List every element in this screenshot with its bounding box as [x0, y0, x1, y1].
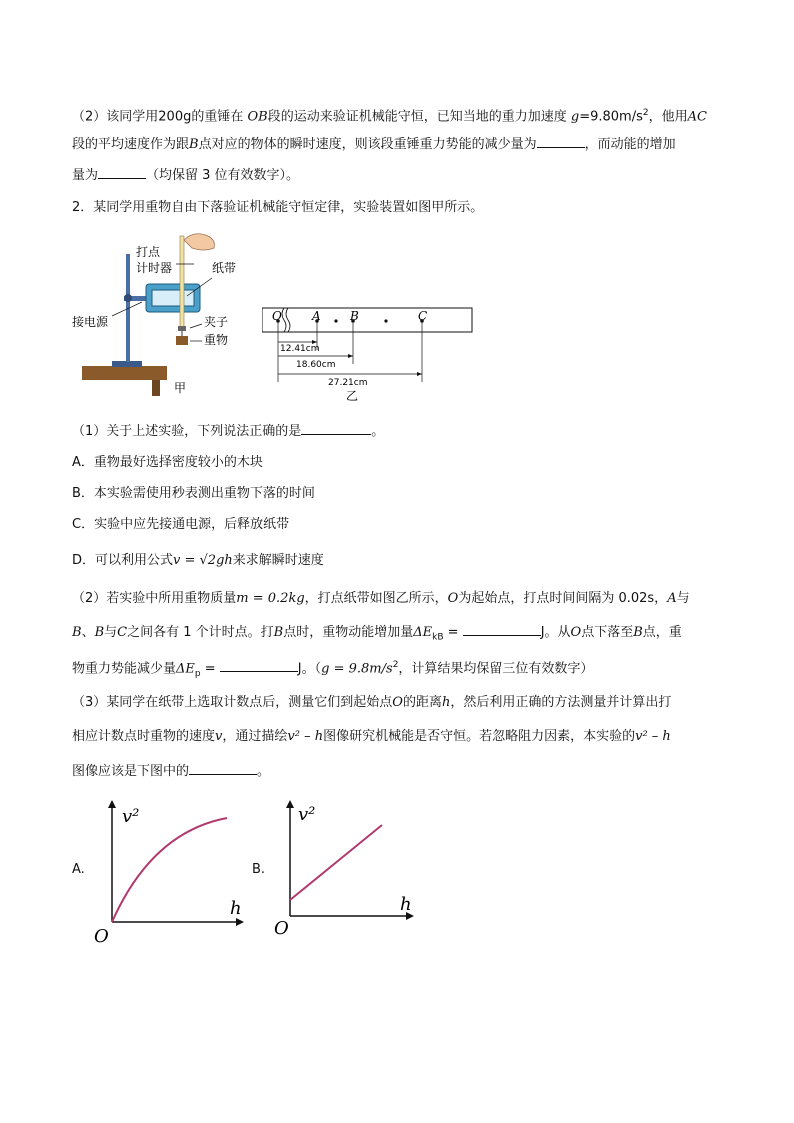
label-clip: 夹子	[204, 315, 229, 329]
point-c: C	[418, 309, 428, 323]
clamp-knob	[124, 294, 132, 302]
q2-sub3-line2: 相应计数点时重物的速度v，通过描绘v² – h图像研究机械能是否守恒。若忽略阻力因素，本实验的v² – h	[72, 729, 671, 744]
graph-b-x-label: h	[400, 894, 412, 915]
q1-part2-line1: （2）该同学用200g的重锤在 OB段的运动来验证机械能守恒，已知当地的重力加速度 $g=9.80m/s^2$，他用AC	[72, 108, 707, 125]
answer-blank-ek[interactable]	[98, 164, 146, 179]
answer-blank-sub1[interactable]	[301, 420, 371, 435]
answer-blank-sub3[interactable]	[189, 760, 257, 775]
answer-blank-ep2[interactable]	[220, 657, 298, 672]
option-c: C．实验中应先接通电源，后释放纸带	[72, 517, 290, 532]
dist-oa: 12.41cm	[280, 344, 320, 354]
graph-a-x-label: h	[230, 898, 242, 919]
paper-tape	[180, 236, 184, 328]
option-b: B．本实验需使用秒表测出重物下落的时间	[72, 486, 315, 501]
hand-icon	[184, 234, 214, 250]
point-a: A	[312, 309, 321, 323]
dist-oc: 27.21cm	[328, 378, 368, 388]
graph-b	[272, 792, 422, 942]
graph-b-label: B.	[252, 862, 266, 877]
answer-blank-ep[interactable]	[537, 133, 585, 148]
dist-ob: 18.60cm	[296, 360, 336, 370]
graph-b-origin: O	[274, 918, 289, 939]
graph-b-y-label: v²	[298, 804, 316, 825]
q2-sub1-stem: （1）关于上述实验，下列说法正确的是 。	[72, 420, 732, 442]
formula-v-sqrt: v = √2gh	[173, 553, 233, 568]
caption-yi: 乙	[346, 389, 359, 402]
q2-sub2-line2: B、B与C之间各有 1 个计时点。打B点时，重物动能增加量$\Delta E_{kB} = J$。从O点下落至B点，重	[72, 621, 732, 648]
q2-sub3-line1: （3）某同学在纸带上选取计数点后，测量它们到起始点O的距离h，然后利用正确的方法测量并计算出打	[72, 695, 672, 710]
tape-figure	[262, 302, 482, 402]
caption-jia: 甲	[174, 381, 187, 395]
label-timer-2: 计时器	[136, 261, 173, 275]
label-timer-1: 打点	[136, 245, 161, 259]
q2-sub2-line3: 物重力势能减少量$\Delta E_p = J$。（$g = 9.8m/s^2$，计算结果均保留三位有效数字）	[72, 655, 732, 684]
label-tape: 纸带	[212, 261, 237, 275]
apparatus-figure	[72, 226, 247, 396]
point-b: B	[350, 309, 359, 323]
q1-part2-line2: 段的平均速度作为跟B点对应的物体的瞬时速度，则该段重锤重力势能的减少量为 ，而动能的增加	[72, 133, 732, 155]
q2-sub2-line1: （2）若实验中所用重物质量m = 0.2kg，打点纸带如图乙所示，O为起始点，打点时间间隔为 0.02s，A与	[72, 591, 690, 606]
graph-a-y-label: v²	[122, 806, 140, 827]
graph-a-label: A.	[72, 862, 85, 877]
q1-part2-line3: 量为 （均保留 3 位有效数字）。	[72, 164, 732, 186]
graph-b-line	[290, 825, 382, 900]
graph-a	[92, 792, 252, 952]
clip	[178, 326, 186, 331]
graph-a-origin: O	[94, 926, 109, 947]
table-top	[82, 366, 167, 380]
option-d: D．可以利用公式v = √2gh来求解瞬时速度	[72, 553, 324, 568]
point-o: O	[272, 309, 282, 323]
label-power: 接电源	[72, 315, 109, 329]
weight-block	[176, 336, 188, 345]
timer-face	[152, 290, 194, 306]
option-a: A．重物最好选择密度较小的木块	[72, 455, 263, 470]
label-weight: 重物	[204, 333, 229, 347]
graph-a-curve	[112, 818, 227, 922]
answer-blank-ekb[interactable]	[463, 621, 541, 636]
table-leg	[152, 380, 160, 396]
q2-title: 2．某同学用重物自由下落验证机械能守恒定律，实验装置如图甲所示。	[72, 200, 484, 215]
tape-strip	[262, 308, 472, 332]
q2-sub3-line3: 图像应该是下图中的 。	[72, 760, 732, 782]
